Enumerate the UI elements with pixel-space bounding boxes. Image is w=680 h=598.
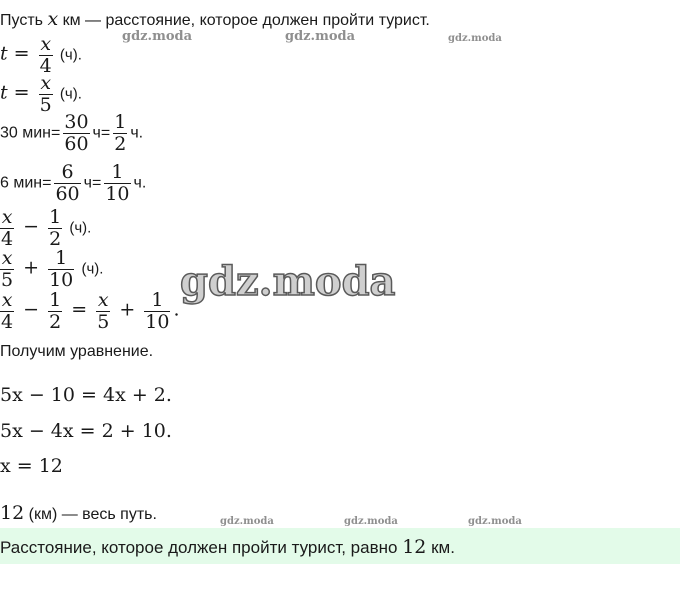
intro-post: км — расстояние, которое должен пройти турист. bbox=[58, 12, 430, 29]
watermark-small: gdz.moda bbox=[285, 29, 356, 44]
fraction: $\frac{1}{2}$ bbox=[49, 289, 62, 333]
expr-ride-line: $\frac{x}{5}$ + $\frac{1}{10}$ (ч). bbox=[1, 247, 104, 291]
fraction: $\frac{1}{10}$ bbox=[145, 289, 170, 333]
intro-line bbox=[0, 8, 430, 30]
equation-line: $\frac{x}{4}$ − $\frac{1}{2}$ = $\frac{x}{5}$ + $\frac{1}{10}$ . bbox=[1, 289, 180, 333]
expr-walk-line: $\frac{x}{4}$ − $\frac{1}{2}$ (ч). bbox=[1, 206, 92, 250]
fraction: $\frac{x}{5}$ bbox=[1, 247, 14, 291]
time-ride-line: t = $\frac{x}{5}$ (ч). bbox=[0, 72, 82, 116]
time-walk-line: t = $\frac{x}{4}$ (ч). bbox=[0, 33, 82, 77]
fraction: $\frac{1}{2}$ bbox=[114, 111, 127, 155]
t-lhs: t = bbox=[0, 81, 36, 104]
fraction: $\frac{x}{5}$ bbox=[39, 72, 52, 116]
equation-solution: x = 12 bbox=[0, 455, 63, 477]
fraction: $\frac{30}{60}$ bbox=[64, 111, 89, 155]
intro-var: x bbox=[47, 8, 59, 30]
answer-text: Расстояние, которое должен пройти турист, равно 12 км. bbox=[0, 536, 455, 558]
fraction: $\frac{x}{4}$ bbox=[1, 206, 14, 250]
fraction: $\frac{1}{2}$ bbox=[49, 206, 62, 250]
watermark-large: gdz.moda bbox=[180, 258, 396, 305]
minutes-30-line: 30 мин= $\frac{30}{60}$ ч= $\frac{1}{2}$ ч. bbox=[0, 111, 144, 155]
fraction: $\frac{x}{4}$ bbox=[39, 33, 52, 77]
equation-step-1: 5x − 10 = 4x + 2. bbox=[0, 384, 172, 406]
watermark-small: gdz.moda bbox=[220, 516, 274, 527]
watermark-small: gdz.moda bbox=[344, 516, 398, 527]
watermark-small: gdz.moda bbox=[468, 516, 522, 527]
fraction: $\frac{x}{5}$ bbox=[97, 289, 110, 333]
total-distance-line: 12 (км) — весь путь. bbox=[0, 502, 157, 524]
fraction: $\frac{1}{10}$ bbox=[49, 247, 74, 291]
t-lhs: t = bbox=[0, 42, 36, 65]
fraction: $\frac{6}{60}$ bbox=[55, 161, 80, 205]
watermark-small: gdz.moda bbox=[448, 33, 502, 44]
minutes-6-line: 6 мин= $\frac{6}{60}$ ч= $\frac{1}{10}$ ч. bbox=[0, 161, 147, 205]
fraction: $\frac{x}{4}$ bbox=[1, 289, 14, 333]
fraction: $\frac{1}{10}$ bbox=[105, 161, 130, 205]
watermark-small: gdz.moda bbox=[122, 29, 193, 44]
answer-box bbox=[0, 528, 680, 564]
equation-intro: Получим уравнение. bbox=[0, 343, 154, 360]
equation-step-2: 5x − 4x = 2 + 10. bbox=[0, 420, 172, 442]
intro-pre: Пусть bbox=[0, 12, 48, 29]
